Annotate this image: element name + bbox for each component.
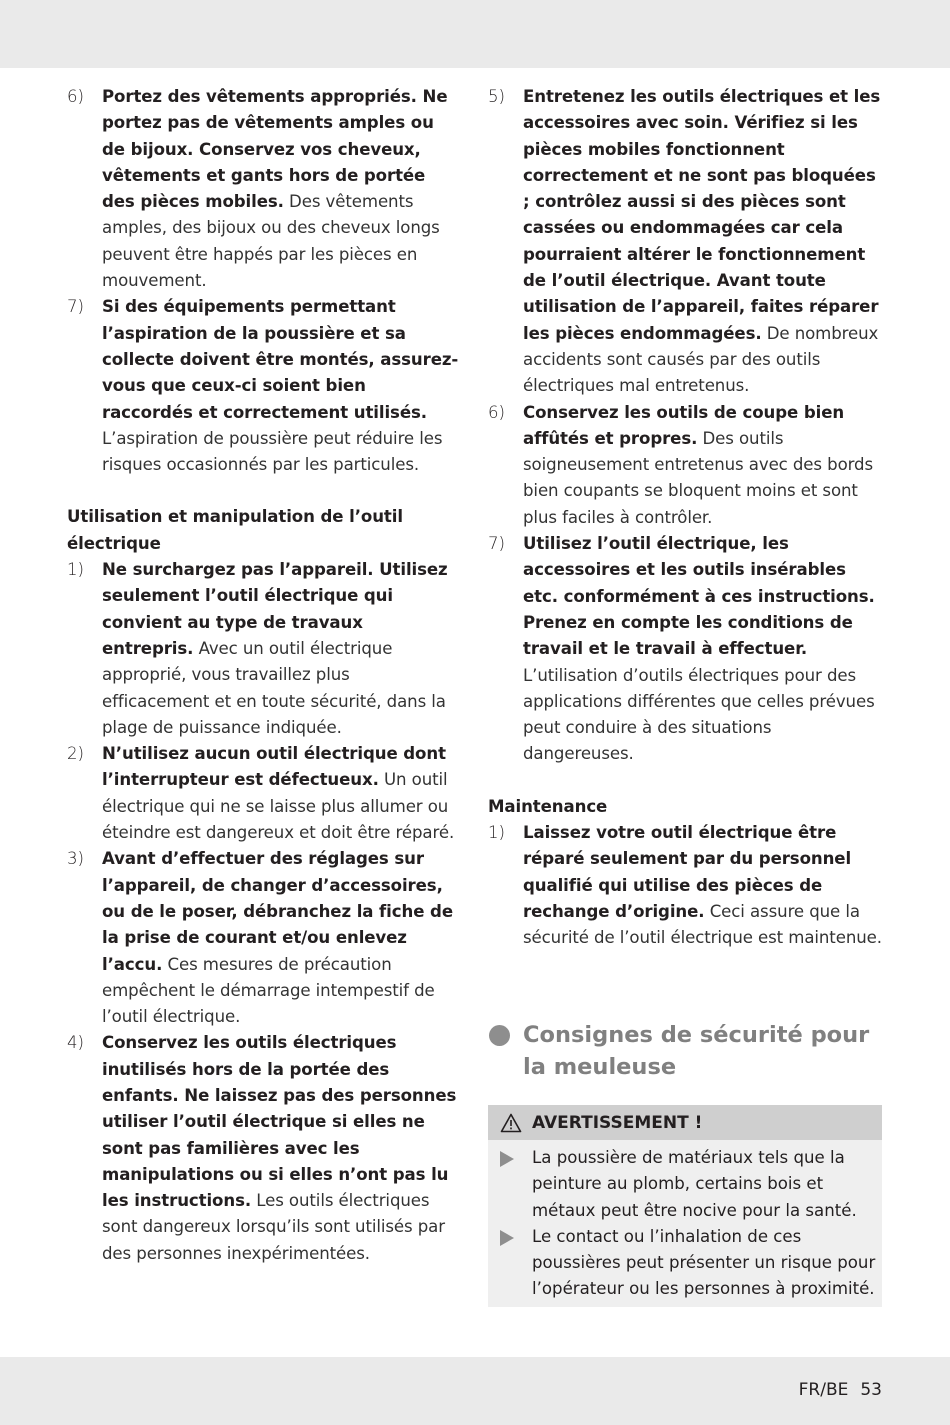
item-number: 1) bbox=[67, 560, 84, 580]
item-number: 6) bbox=[67, 87, 84, 106]
item-instruction: Entretenez les outils électriques et les accessoires avec soin. Vérifiez si les pièces mobiles fonctionnent correctement et ne sont pas bloquées ; contrôlez aussi si des pièces sont cassées ou endommagées car cela pourraient altérer le fonctionnement de l’outil électrique. Avant toute utilisation de l’appareil, faites réparer les pièces endommagées. bbox=[523, 87, 881, 343]
list-item bbox=[67, 741, 459, 846]
item-explanation: L’utilisation d’outils électriques pour des applications différentes que celles prévues peut conduire à des situations dangereuses. bbox=[523, 665, 875, 764]
list-item bbox=[67, 1030, 459, 1267]
item-explanation: Un outil électrique qui ne se laisse plus allumer ou éteindre est dangereux et doit être réparé. bbox=[102, 770, 455, 843]
list-item bbox=[488, 400, 883, 531]
warning-header bbox=[488, 1105, 882, 1140]
item-explanation: Des vêtements amples, des bijoux ou des cheveux longs peuvent être happés par les pièces en mouvement. bbox=[102, 192, 440, 291]
maintenance-heading: Maintenance bbox=[488, 796, 608, 816]
item-instruction: N’utilisez aucun outil électrique dont l’interrupteur est défectueux. bbox=[102, 744, 446, 790]
item-instruction: Laissez votre outil électrique être réparé seulement par du personnel qualifié qui utilise des pièces de rechange d’origine. bbox=[523, 823, 852, 921]
item-explanation: L’aspiration de poussière peut réduire les risques occasionnés par les particules. bbox=[102, 428, 443, 475]
arrow-right-icon bbox=[500, 1151, 514, 1167]
list-item bbox=[488, 820, 883, 951]
item-instruction: Ne surchargez pas l’appareil. Utilisez seulement l’outil électrique qui convient au type de travaux entrepris. bbox=[102, 560, 448, 658]
footer-language: FR/BE bbox=[798, 1380, 849, 1400]
list-item bbox=[67, 846, 459, 1030]
chapter-heading-text: Consignes de sécurité pour la meuleuse bbox=[523, 1022, 870, 1080]
item-explanation: Ces mesures de précaution empêchent le démarrage intempestif de l’outil électrique. bbox=[102, 954, 435, 1027]
item-number: 2) bbox=[67, 744, 84, 764]
chapter-heading bbox=[489, 1019, 889, 1083]
arrow-right-icon bbox=[500, 1230, 514, 1246]
item-number: 5) bbox=[488, 87, 505, 106]
item-instruction: Utilisez l’outil électrique, les accessoires et les outils insérables etc. conformément à ces instructions. Prenez en compte les conditions de travail et le travail à effectuer. bbox=[523, 534, 875, 659]
warning-triangle-icon bbox=[500, 1113, 522, 1133]
item-explanation: Avec un outil électrique approprié, vous travaillez plus efficacement et en toute sécurité, dans la plage de puissance indiquée. bbox=[102, 638, 446, 737]
warning-item bbox=[488, 1224, 882, 1303]
warning-item bbox=[488, 1145, 882, 1224]
item-explanation: Des outils soigneusement entretenus avec des bords bien coupants se bloquent moins et sont plus faciles à contrôler. bbox=[523, 428, 874, 527]
item-number: 7) bbox=[67, 297, 84, 317]
item-instruction: Si des équipements permettant l’aspiration de la poussière et sa collecte doivent être montés, assurez-vous que ceux-ci soient bien raccordés et correctement utilisés. bbox=[102, 297, 459, 422]
item-explanation: Ceci assure que la sécurité de l’outil électrique est maintenue. bbox=[523, 901, 882, 948]
page-number: 53 bbox=[860, 1380, 882, 1400]
warning-box bbox=[488, 1105, 882, 1307]
warning-title: AVERTISSEMENT ! bbox=[532, 1112, 703, 1133]
right-column bbox=[488, 84, 883, 952]
item-number: 3) bbox=[67, 849, 84, 869]
bullet-circle-icon bbox=[489, 1025, 510, 1046]
list-item bbox=[488, 84, 883, 400]
section-heading: Utilisation et manipulation de l’outil électrique bbox=[67, 507, 403, 553]
item-number: 4) bbox=[67, 1033, 84, 1053]
item-explanation: Les outils électriques sont dangereux lorsqu’ils sont utilisés par des personnes inexpérimentées. bbox=[102, 1191, 445, 1263]
list-item bbox=[67, 84, 459, 294]
item-instruction: Portez des vêtements appropriés. Ne portez pas de vêtements amples ou de bijoux. Conservez vos cheveux, vêtements et gants hors de portée des pièces mobiles. bbox=[102, 87, 448, 212]
top-band bbox=[0, 0, 950, 68]
warning-item-text: Le contact ou l’inhalation de ces poussières peut présenter un risque pour l’opérateur ou les personnes à proximité. bbox=[532, 1226, 876, 1299]
item-instruction: Conservez les outils de coupe bien affûtés et propres. bbox=[523, 402, 845, 448]
item-explanation: De nombreux accidents sont causés par des outils électriques mal entretenus. bbox=[523, 323, 879, 396]
item-number: 1) bbox=[488, 823, 505, 843]
item-number: 7) bbox=[488, 534, 505, 554]
list-item bbox=[67, 557, 459, 741]
list-item bbox=[67, 294, 459, 478]
page-footer bbox=[770, 1380, 882, 1400]
item-instruction: Avant d’effectuer des réglages sur l’appareil, de changer d’accessoires, ou de le poser, débranchez la fiche de la prise de courant et/ou enlevez l’accu. bbox=[102, 849, 453, 974]
left-column bbox=[67, 84, 459, 1267]
item-number: 6) bbox=[488, 402, 505, 422]
warning-list bbox=[488, 1140, 882, 1303]
item-instruction: Conservez les outils électriques inutilisés hors de la portée des enfants. Ne laissez pas des personnes utiliser l’outil électrique si elles ne sont pas familières avec les manipulations ou si elles n’ont pas lu les instructions. bbox=[102, 1033, 457, 1211]
warning-item-text: La poussière de matériaux tels que la peinture au plomb, certains bois et métaux peut être nocive pour la santé. bbox=[532, 1148, 857, 1220]
list-item bbox=[488, 531, 883, 768]
